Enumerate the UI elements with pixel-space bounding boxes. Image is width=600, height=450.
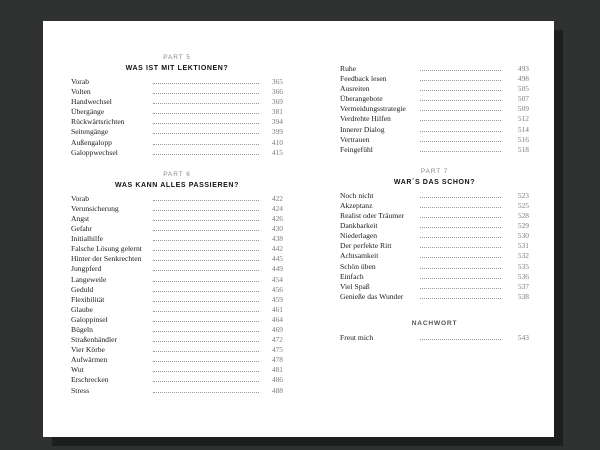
dot-leader xyxy=(153,371,259,372)
toc-right-column xyxy=(340,21,529,343)
toc-entry-page-number: 369 xyxy=(271,97,283,107)
toc-entry-page-number: 486 xyxy=(271,375,283,385)
toc-entry-title: Jungpferd xyxy=(71,264,102,274)
part-5-label: PART 5 xyxy=(163,54,191,61)
toc-entry-title: Glaube xyxy=(71,304,93,314)
toc-entry xyxy=(71,148,283,158)
toc-entry xyxy=(71,386,283,396)
toc-entry xyxy=(71,375,283,385)
dot-leader xyxy=(153,281,259,282)
toc-entry-page-number: 445 xyxy=(271,254,283,264)
toc-entry-page-number: 438 xyxy=(271,234,283,244)
toc-entry-page-number: 481 xyxy=(271,365,283,375)
toc-entry-page-number: 505 xyxy=(517,84,529,94)
dot-leader xyxy=(153,210,259,211)
toc-entry xyxy=(340,282,529,292)
dot-leader xyxy=(153,311,259,312)
toc-entry-page-number: 488 xyxy=(271,385,283,395)
toc-entry xyxy=(71,204,283,214)
dot-leader xyxy=(420,257,501,258)
toc-entry xyxy=(71,335,283,345)
dot-leader xyxy=(420,197,501,198)
book-page-spread xyxy=(43,21,554,437)
toc-entry-title: Rückwärtsrichten xyxy=(71,117,125,127)
toc-entry-title: Schön üben xyxy=(340,261,376,271)
toc-entry-page-number: 516 xyxy=(517,134,529,144)
toc-entry-page-number: 461 xyxy=(271,304,283,314)
toc-entry-page-number: 454 xyxy=(271,274,283,284)
toc-entry xyxy=(71,87,283,97)
toc-entry-page-number: 493 xyxy=(517,64,529,73)
toc-entry-title: Flexibilität xyxy=(71,294,105,304)
toc-entry-page-number: 507 xyxy=(517,94,529,104)
toc-entry-title: Angst xyxy=(71,213,90,223)
toc-entry-title: Vertrauen xyxy=(340,134,370,144)
toc-entry-title: Dankbarkeit xyxy=(340,221,378,231)
toc-entry xyxy=(71,365,283,375)
toc-entry-page-number: 399 xyxy=(271,127,283,137)
toc-entry-title: Genieße das Wunder xyxy=(340,291,404,301)
dot-leader xyxy=(420,268,501,269)
dot-leader xyxy=(420,288,501,289)
dot-leader xyxy=(153,133,259,134)
toc-entry-title: Vier Körbe xyxy=(71,345,105,355)
part-5-entry-list xyxy=(71,77,283,158)
toc-entry xyxy=(71,295,283,305)
toc-entry-page-number: 430 xyxy=(271,224,283,234)
dot-leader xyxy=(153,341,259,342)
toc-entry xyxy=(71,234,283,244)
toc-entry-page-number: 532 xyxy=(517,251,529,261)
toc-entry-page-number: 512 xyxy=(517,114,529,124)
toc-entry-title: Vorab xyxy=(71,193,89,203)
toc-entry-page-number: 426 xyxy=(271,213,283,223)
toc-entry-page-number: 528 xyxy=(517,211,529,221)
dot-leader xyxy=(153,260,259,261)
toc-entry-title: Ausreiten xyxy=(340,84,370,94)
dot-leader xyxy=(420,278,501,279)
dot-leader xyxy=(420,100,501,101)
toc-entry-page-number: 449 xyxy=(271,264,283,274)
toc-entry xyxy=(340,64,529,74)
toc-entry xyxy=(71,315,283,325)
toc-entry xyxy=(71,97,283,107)
toc-entry-page-number: 394 xyxy=(271,117,283,127)
dot-leader xyxy=(153,220,259,221)
dot-leader xyxy=(153,144,259,145)
toc-entry-page-number: 475 xyxy=(271,345,283,355)
toc-entry-title: Realist oder Träumer xyxy=(340,211,405,221)
toc-entry-page-number: 415 xyxy=(271,147,283,157)
toc-entry-title: Geduld xyxy=(71,284,94,294)
toc-entry-page-number: 537 xyxy=(517,281,529,291)
dot-leader xyxy=(420,131,501,132)
dot-leader xyxy=(420,298,501,299)
dot-leader xyxy=(153,301,259,302)
dot-leader xyxy=(153,361,259,362)
toc-entry xyxy=(340,211,529,221)
toc-entry xyxy=(71,107,283,117)
toc-left-column xyxy=(71,21,283,396)
toc-entry-title: Langeweile xyxy=(71,274,107,284)
toc-entry-page-number: 456 xyxy=(271,284,283,294)
dot-leader xyxy=(153,123,259,124)
toc-entry xyxy=(71,244,283,254)
toc-entry-title: Vorab xyxy=(71,77,89,86)
dot-leader xyxy=(420,80,501,81)
toc-entry xyxy=(71,194,283,204)
toc-entry-title: Volten xyxy=(71,87,91,97)
toc-entry-title: Wut xyxy=(71,365,84,375)
toc-entry-page-number: 472 xyxy=(271,335,283,345)
toc-entry-page-number: 514 xyxy=(517,124,529,134)
toc-entry-title: Galoppwechsel xyxy=(71,147,118,157)
toc-entry xyxy=(71,117,283,127)
toc-entry xyxy=(340,84,529,94)
toc-entry-title: Ruhe xyxy=(340,64,357,73)
toc-entry xyxy=(340,221,529,231)
part-6-heading: WAS KANN ALLES PASSIEREN? xyxy=(115,181,239,189)
toc-entry-page-number: 509 xyxy=(517,104,529,114)
toc-entry-title: Falsche Lösung gelernt xyxy=(71,244,142,254)
toc-entry xyxy=(71,305,283,315)
toc-entry-title: Aufwärmen xyxy=(71,355,108,365)
dot-leader xyxy=(153,93,259,94)
toc-entry-title: Feedback lesen xyxy=(340,74,387,84)
toc-entry xyxy=(340,262,529,272)
toc-entry xyxy=(71,275,283,285)
dot-leader xyxy=(153,381,259,382)
toc-entry xyxy=(340,191,529,201)
dot-leader xyxy=(420,237,501,238)
toc-entry-title: Akzeptanz xyxy=(340,200,373,210)
toc-entry-title: Initialhilfe xyxy=(71,234,104,244)
toc-entry xyxy=(340,125,529,135)
toc-entry-page-number: 523 xyxy=(517,190,529,200)
toc-entry xyxy=(340,145,529,155)
toc-entry-title: Straßenhändler xyxy=(71,335,117,345)
toc-entry-page-number: 422 xyxy=(271,193,283,203)
dot-leader xyxy=(420,247,501,248)
toc-entry-page-number: 530 xyxy=(517,231,529,241)
toc-entry-title: Galoppinsel xyxy=(71,314,108,324)
part-7-label: PART 7 xyxy=(420,167,449,175)
toc-entry-page-number: 442 xyxy=(271,244,283,254)
toc-entry-title: Stress xyxy=(71,385,90,395)
part-6-continued-entry-list xyxy=(340,64,529,155)
dot-leader xyxy=(420,207,501,208)
dot-leader xyxy=(153,270,259,271)
part-6-entry-list xyxy=(71,194,283,396)
dot-leader xyxy=(420,339,501,340)
toc-entry-page-number: 543 xyxy=(517,332,529,342)
toc-entry xyxy=(340,104,529,114)
toc-entry-title: Viel Spaß xyxy=(340,281,370,291)
toc-entry-title: Noch nicht xyxy=(340,190,374,200)
dot-leader xyxy=(153,83,259,84)
dot-leader xyxy=(153,250,259,251)
dot-leader xyxy=(420,90,501,91)
toc-entry xyxy=(340,251,529,261)
part-7-heading: WAR´S DAS SCHON? xyxy=(393,178,476,186)
toc-entry xyxy=(71,214,283,224)
toc-entry xyxy=(71,254,283,264)
toc-entry xyxy=(340,292,529,302)
toc-entry-page-number: 459 xyxy=(271,294,283,304)
toc-entry-title: Verdrehte Hilfen xyxy=(340,114,391,124)
toc-entry xyxy=(71,345,283,355)
dot-leader xyxy=(153,154,259,155)
toc-entry-page-number: 469 xyxy=(271,324,283,334)
toc-entry xyxy=(71,264,283,274)
toc-entry-title: Feingefühl xyxy=(340,144,373,154)
toc-entry xyxy=(340,94,529,104)
dot-leader xyxy=(420,70,501,71)
toc-entry xyxy=(71,77,283,87)
part-7-entry-list xyxy=(340,191,529,302)
toc-entry xyxy=(340,74,529,84)
toc-entry-page-number: 366 xyxy=(271,87,283,97)
toc-entry-title: Freut mich xyxy=(340,332,374,342)
toc-entry-page-number: 381 xyxy=(271,107,283,117)
toc-entry-title: Außengalopp xyxy=(71,137,112,147)
toc-entry xyxy=(71,285,283,295)
toc-entry-page-number: 410 xyxy=(271,137,283,147)
dot-leader xyxy=(420,120,501,121)
nachwort-entry-list xyxy=(340,333,529,343)
dot-leader xyxy=(153,291,259,292)
toc-entry xyxy=(71,138,283,148)
toc-entry-page-number: 531 xyxy=(517,241,529,251)
toc-entry-title: Niederlagen xyxy=(340,231,378,241)
dot-leader xyxy=(153,321,259,322)
toc-entry xyxy=(340,333,529,343)
toc-entry xyxy=(340,201,529,211)
toc-entry-title: Übergänge xyxy=(71,107,105,117)
toc-entry xyxy=(340,241,529,251)
toc-entry xyxy=(71,224,283,234)
toc-entry xyxy=(340,114,529,124)
dot-leader xyxy=(153,351,259,352)
toc-entry-page-number: 498 xyxy=(517,74,529,84)
dot-leader xyxy=(153,331,259,332)
dot-leader xyxy=(153,230,259,231)
dot-leader xyxy=(420,217,501,218)
dot-leader xyxy=(153,392,259,393)
toc-entry-page-number: 464 xyxy=(271,314,283,324)
toc-entry-title: Verunsicherung xyxy=(71,203,119,213)
dot-leader xyxy=(153,103,259,104)
toc-entry-title: Handwechsel xyxy=(71,97,112,107)
toc-entry-page-number: 478 xyxy=(271,355,283,365)
dot-leader xyxy=(420,141,501,142)
toc-entry-title: Seitengänge xyxy=(71,127,109,137)
part-6-label: PART 6 xyxy=(163,170,191,178)
toc-entry-title: Der perfekte Ritt xyxy=(340,241,392,251)
toc-entry xyxy=(71,355,283,365)
toc-entry xyxy=(71,325,283,335)
toc-entry-title: Erschrecken xyxy=(71,375,109,385)
dot-leader xyxy=(420,227,501,228)
dot-leader xyxy=(153,240,259,241)
toc-entry-title: Gefahr xyxy=(71,224,93,234)
toc-entry-title: Hinter der Senkrechten xyxy=(71,254,142,264)
toc-entry-page-number: 365 xyxy=(271,77,283,86)
toc-entry-title: Überangebote xyxy=(340,94,383,104)
toc-entry-title: Einfach xyxy=(340,271,364,281)
part-5-heading: WAS IST MIT LEKTIONEN? xyxy=(125,65,229,72)
toc-entry-title: Bügeln xyxy=(71,324,93,334)
toc-entry-page-number: 529 xyxy=(517,221,529,231)
toc-entry xyxy=(340,231,529,241)
dot-leader xyxy=(420,110,501,111)
toc-entry-page-number: 536 xyxy=(517,271,529,281)
toc-entry-page-number: 518 xyxy=(517,144,529,154)
dot-leader xyxy=(153,113,259,114)
dot-leader xyxy=(153,200,259,201)
toc-entry xyxy=(71,127,283,137)
toc-entry-title: Innerer Dialog xyxy=(340,124,385,134)
toc-entry-page-number: 538 xyxy=(517,291,529,301)
toc-entry-page-number: 525 xyxy=(517,200,529,210)
nachwort-heading: NACHWORT xyxy=(411,319,458,327)
toc-entry-title: Achtsamkeit xyxy=(340,251,379,261)
dot-leader xyxy=(420,151,501,152)
toc-entry xyxy=(340,135,529,145)
toc-entry xyxy=(340,272,529,282)
toc-entry-page-number: 535 xyxy=(517,261,529,271)
toc-entry-title: Vermeidungsstrategie xyxy=(340,104,406,114)
toc-entry-page-number: 424 xyxy=(271,203,283,213)
